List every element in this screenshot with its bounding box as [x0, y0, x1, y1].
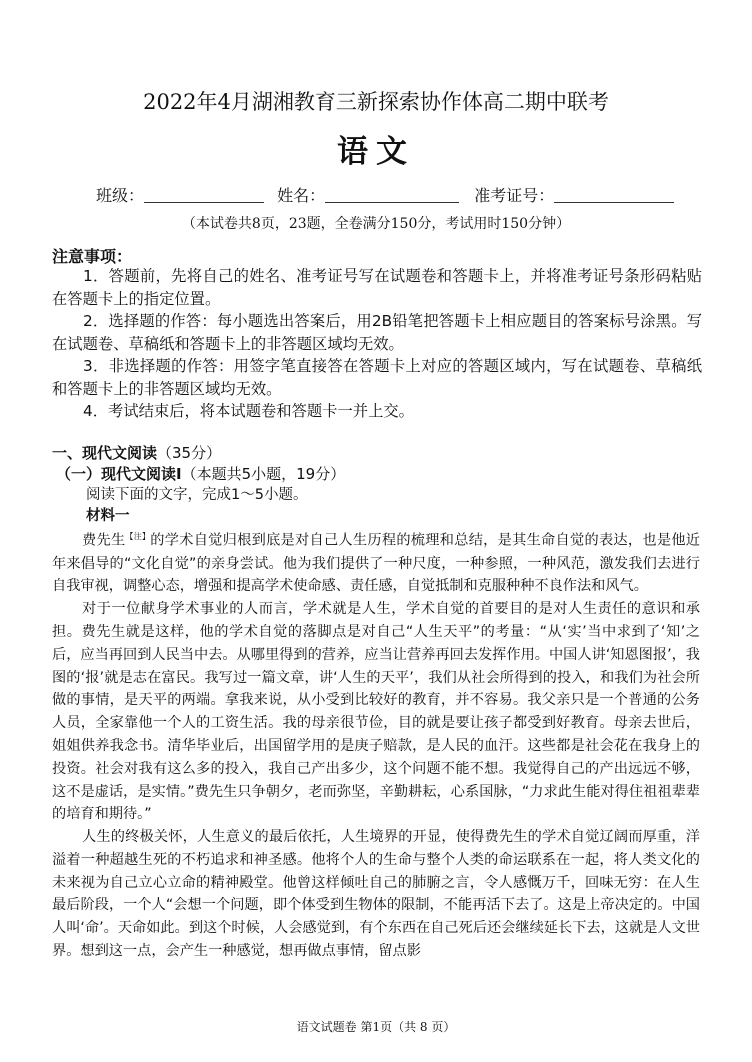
section-1-1-detail: （本题共5小题，19分） — [181, 465, 346, 483]
notice-item-4: 4．考试结束后，将本试题卷和答题卡一并上交。 — [83, 402, 414, 420]
footnote-marker: 【注】 — [125, 532, 151, 541]
notice-list — [52, 265, 702, 423]
passage-body — [52, 526, 700, 963]
name-label: 姓名： — [277, 186, 326, 205]
class-label: 班级： — [96, 186, 145, 205]
section-1-title: 一、现代文阅读 — [52, 444, 158, 462]
class-blank[interactable] — [144, 188, 264, 203]
passage-paragraph-3: 人生的终极关怀，人生意义的最后依托，人生境界的开显，使得费先生的学术自觉辽阔而厚重，洋溢着一种超越生死的不朽追求和神圣感。他将个人的生命与整个人类的命运联系在一起，将人类文化的未来视为自己立心立命的精神殿堂。他曾这样倾吐自己的肺腑之言，令人感慨万千，回味无穷：在人生最后阶段，一个人“会想一个问题，即个体受到生物体的限制，不能再活下去了。这是上帝决定的。中国人叫‘命’。天命如此。到这个时候，人会感觉到，有个东西在自己死后还会继续延长下去，这就是人文世界。想到这一点，会产生一种感觉，想再做点事情，留点影 — [52, 829, 700, 960]
subject-title: 语文 — [337, 134, 415, 170]
name-blank[interactable] — [325, 188, 459, 203]
exam-number-label: 准考证号： — [474, 186, 555, 205]
reading-instruction: 阅读下面的文字，完成1～5小题。 — [86, 487, 308, 503]
exam-meta: （本试卷共8页，23题，全卷满分150分，考试用时150分钟） — [181, 216, 571, 232]
notice-item-2: 2．选择题的作答：每小题选出答案后，用2B铅笔把答题卡上相应题目的答案标号涂黑。写在试题卷、草稿纸和答题卡上的非答题区域均无效。 — [52, 312, 702, 353]
section-1-heading — [52, 442, 221, 463]
passage-p1-rest: 的学术自觉归根到底是对自己人生历程的梳理和总结，是其生命自觉的表达，也是他近年来倡导的“文化自觉”的亲身尝试。他为我们提供了一种尺度，一种参照，一种风范，激发我们去进行自我审视，调整心态，增强和提高学术使命感、责任感，自觉抵制和克服种种不良作法和风气。 — [52, 532, 700, 595]
section-1-1-heading — [56, 463, 345, 484]
section-1-score: （35分） — [157, 444, 222, 462]
exam-number-blank[interactable] — [554, 188, 674, 203]
passage-paragraph-1 — [52, 526, 700, 598]
passage-paragraph-2: 对于一位献身学术事业的人而言，学术就是人生，学术自觉的首要目的是对人生责任的意识和承担。费先生就是这样，他的学术自觉的落脚点是对自己“人生天平”的考量：“从‘实’当中求到了‘知’之后，应当再回到人民当中去。从哪里得到的营养，应当让营养再回去发挥作用。中国人讲‘知恩图报’，我图的‘报’就是志在富民。我写过一篇文章，讲‘人生的天平’，我们从社会所得到的投入，和我们为社会所做的事情，是天平的两端。拿我来说，从小受到比较好的教育，并不容易。我父亲只是一个普通的公务人员，全家靠他一个人的工资生活。我的母亲很节俭，目的就是要让孩子都受到好教育。母亲去世后，姐姐供养我念书。清华毕业后，出国留学用的是庚子赔款，是人民的血汗。这些都是社会花在我身上的投资。社会对我有这么多的投入，我自己产出多少，这个问题不能不想。我觉得自己的产出远远不够，这不是虚话，是实情。”费先生只争朝夕，老而弥坚，辛勤耕耘，心系国脉，“力求此生能对得住祖祖辈辈的培育和期待。” — [52, 601, 700, 823]
exam-title: 2022年4月湖湘教育三新探索协作体高二期中联考 — [143, 90, 609, 114]
notice-item-3: 3．非选择题的作答：用签字笔直接答在答题卡上对应的答题区域内，写在试题卷、草稿纸和答题卡上的非答题区域均无效。 — [52, 357, 702, 398]
student-info-row — [96, 183, 674, 206]
notice-item-1: 1．答题前，先将自己的姓名、准考证号写在试题卷和答题卡上，并将准考证号条形码粘贴在答题卡上的指定位置。 — [52, 267, 702, 308]
page-footer: 语文试题卷 第1页（共 8 页） — [296, 1020, 456, 1034]
material-label: 材料一 — [86, 508, 130, 524]
section-1-1-title: （一）现代文阅读Ⅰ — [56, 465, 182, 483]
notice-heading: 注意事项： — [52, 247, 133, 266]
passage-p1-start: 费先生 — [82, 532, 126, 549]
